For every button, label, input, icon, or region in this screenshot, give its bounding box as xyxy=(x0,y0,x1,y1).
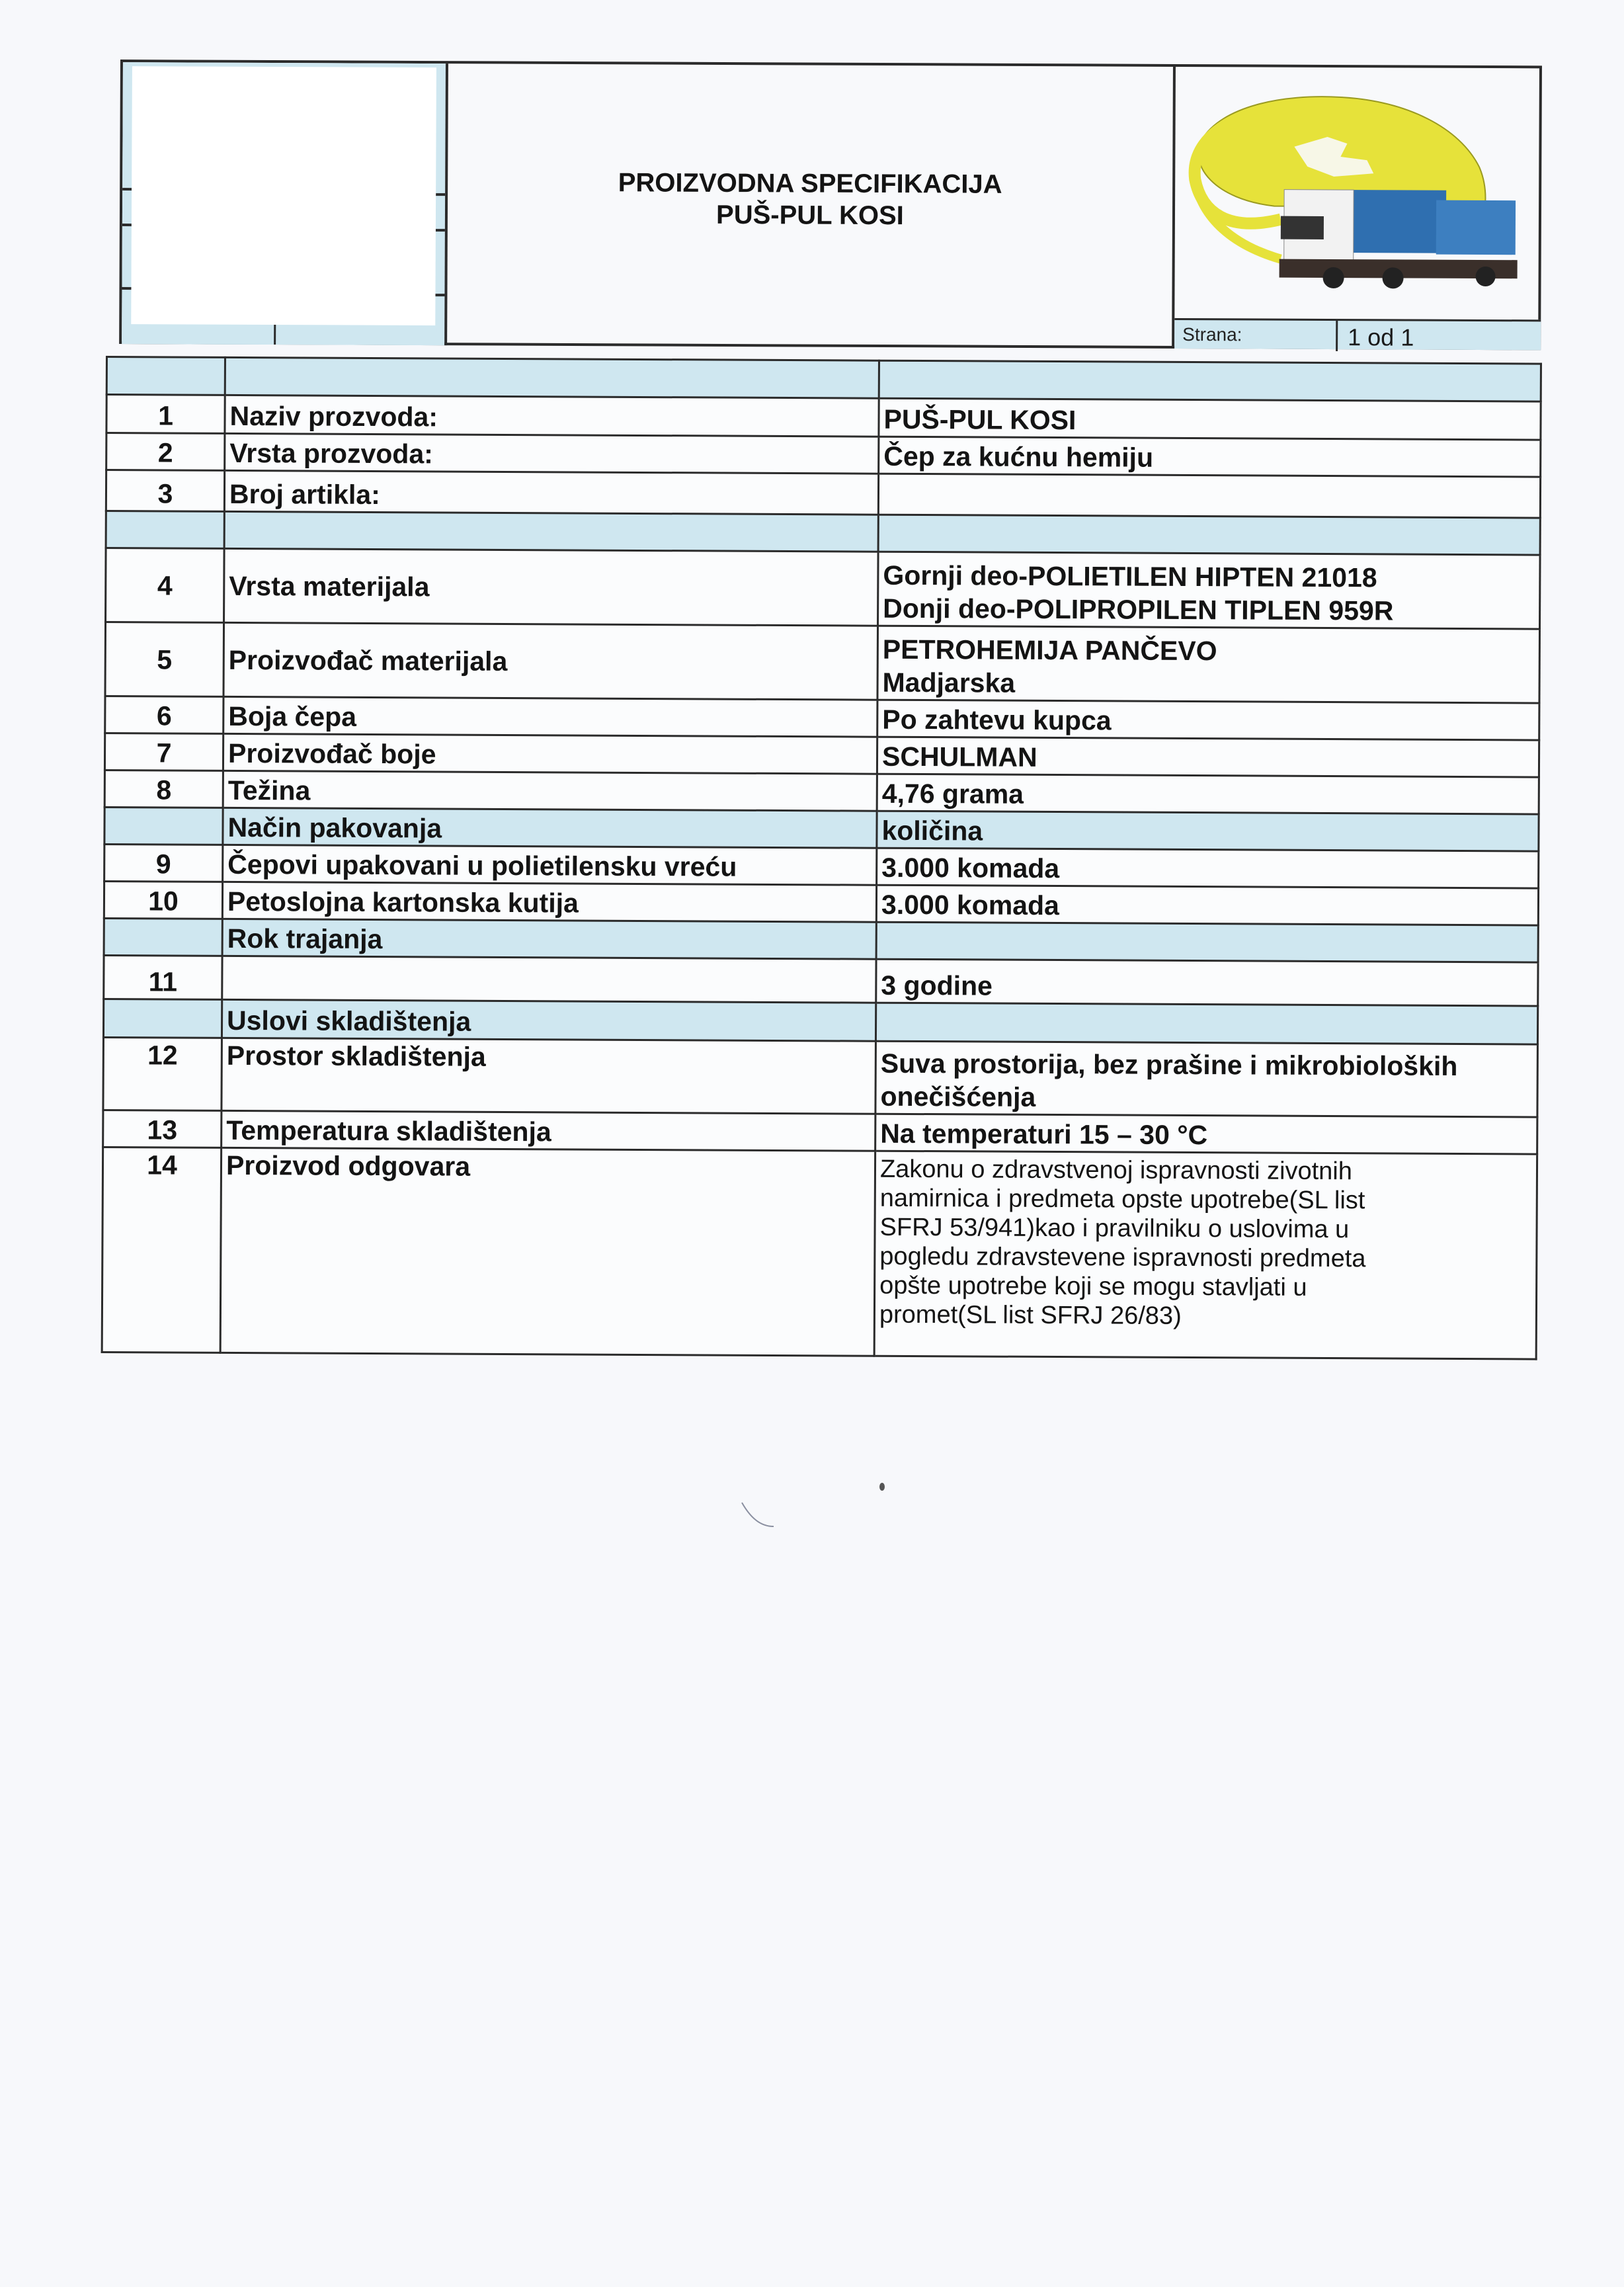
version-row-divider xyxy=(274,325,276,345)
row-value: Gornji deo-POLIETILEN HIPTEN 21018 Donji deo-POLIPROPILEN TIPLEN 959R xyxy=(878,552,1541,629)
row-value xyxy=(875,1003,1537,1044)
truck-window xyxy=(1281,216,1324,239)
row-value xyxy=(876,922,1538,962)
table-row xyxy=(106,548,1541,630)
row-value: 4,76 grama xyxy=(877,774,1539,814)
row-number xyxy=(104,807,223,845)
row-number xyxy=(106,511,224,549)
document-title xyxy=(448,166,1172,233)
row-number xyxy=(106,357,225,395)
row-value: PUŠ-PUL KOSI xyxy=(879,398,1541,440)
truck-wheel xyxy=(1323,267,1344,288)
company-logo xyxy=(1174,67,1542,319)
scan-mark xyxy=(741,1501,780,1534)
row-number: 14 xyxy=(102,1147,222,1352)
row-label: Vrsta materijala xyxy=(224,548,879,626)
row-label: Prostor skladištenja xyxy=(222,1038,876,1114)
row-label xyxy=(224,511,878,552)
document-header xyxy=(119,60,1542,350)
table-header-row xyxy=(106,357,1541,402)
row-value: 3.000 komada xyxy=(877,848,1539,888)
trailer-container xyxy=(1436,200,1516,255)
row-tick xyxy=(435,294,444,296)
section-value-quantity: količina xyxy=(877,811,1539,851)
row-number xyxy=(104,918,222,956)
section-label-packaging: Način pakovanja xyxy=(223,808,877,848)
row-value: 3 godine xyxy=(876,959,1538,1006)
row-label: Boja čepa xyxy=(223,696,877,737)
row-number: 11 xyxy=(104,955,222,999)
row-number: 5 xyxy=(105,622,224,697)
row-value xyxy=(878,515,1540,555)
row-number: 8 xyxy=(104,770,223,808)
row-value: 3.000 komada xyxy=(876,885,1538,925)
row-number xyxy=(103,999,222,1038)
row-number: 9 xyxy=(104,844,223,882)
row-number: 2 xyxy=(106,433,225,471)
globe-truck-logo-icon xyxy=(1174,67,1542,319)
compliance-text: Zakonu o zdravstvenoj ispravnosti zivotnih namirnica i predmeta opste upotrebe(SL list SFRJ 53/941)kao i pravilniku o uslovima u pogledu zdravstevene ispravnosti predmeta opšte upotrebe koji se mogu stavljati u promet(SL list SFRJ 26/83) xyxy=(874,1151,1537,1359)
row-number: 7 xyxy=(104,733,223,771)
row-tick xyxy=(436,193,445,196)
redacted-area xyxy=(131,66,436,325)
row-value xyxy=(879,360,1541,401)
truck-wheel xyxy=(1383,267,1404,288)
row-value xyxy=(878,474,1540,518)
row-value: Na temperaturi 15 – 30 °C xyxy=(875,1114,1537,1154)
row-value: Po zahtevu kupca xyxy=(877,700,1539,740)
section-label-shelf-life: Rok trajanja xyxy=(222,919,876,959)
row-value: Čep za kućnu hemiju xyxy=(879,437,1541,477)
row-label: Težina xyxy=(223,770,877,811)
table-row xyxy=(105,622,1540,704)
row-value: PETROHEMIJA PANČEVO Madjarska xyxy=(877,626,1540,703)
row-label xyxy=(222,956,876,1003)
row-value: SCHULMAN xyxy=(877,737,1539,777)
row-label: Broj artikla: xyxy=(224,470,878,515)
row-number: 1 xyxy=(106,395,225,434)
row-number: 12 xyxy=(103,1037,222,1110)
row-label: Temperatura skladištenja xyxy=(222,1110,875,1151)
table-row xyxy=(102,1147,1537,1359)
row-number: 10 xyxy=(104,881,222,919)
row-label: Naziv prozvoda: xyxy=(225,395,879,437)
page-row-divider xyxy=(1336,321,1338,351)
row-label: Petoslojna kartonska kutija xyxy=(222,882,876,922)
row-tick xyxy=(122,188,132,190)
table-row xyxy=(103,1037,1538,1117)
truck-wheel xyxy=(1476,267,1496,286)
scan-dot xyxy=(879,1483,885,1491)
version-row-remnant xyxy=(208,325,436,346)
row-label xyxy=(225,357,879,398)
row-label: Proizvođač boje xyxy=(223,733,877,774)
row-label: Proizvod odgovara xyxy=(220,1147,875,1356)
page-label: Strana: xyxy=(1182,324,1242,345)
truck-container xyxy=(1354,190,1446,253)
row-number: 6 xyxy=(105,696,223,734)
row-number: 3 xyxy=(106,470,224,512)
row-tick xyxy=(122,224,132,226)
row-label: Vrsta prozvoda: xyxy=(225,433,879,474)
row-tick xyxy=(436,229,445,231)
row-tick xyxy=(122,287,131,290)
specification-table xyxy=(101,356,1542,1360)
title-line-2: PUŠ-PUL KOSI xyxy=(716,200,904,231)
table-row xyxy=(106,470,1540,519)
row-number: 13 xyxy=(103,1110,222,1147)
row-number: 4 xyxy=(106,548,225,623)
table-section-row xyxy=(103,999,1537,1044)
row-label: Čepovi upakovani u polietilensku vreću xyxy=(223,845,877,885)
row-label: Proizvođač materijala xyxy=(223,622,878,700)
page-number-row xyxy=(1174,318,1541,350)
table-row xyxy=(104,955,1538,1006)
title-line-1: PROIZVODNA SPECIFIKACIJA xyxy=(618,168,1002,199)
table-row xyxy=(106,395,1541,440)
section-label-storage: Uslovi skladištenja xyxy=(222,999,875,1041)
page-value: 1 od 1 xyxy=(1348,323,1414,351)
row-value: Suva prostorija, bez prašine i mikrobioloških onečišćenja xyxy=(875,1041,1538,1117)
